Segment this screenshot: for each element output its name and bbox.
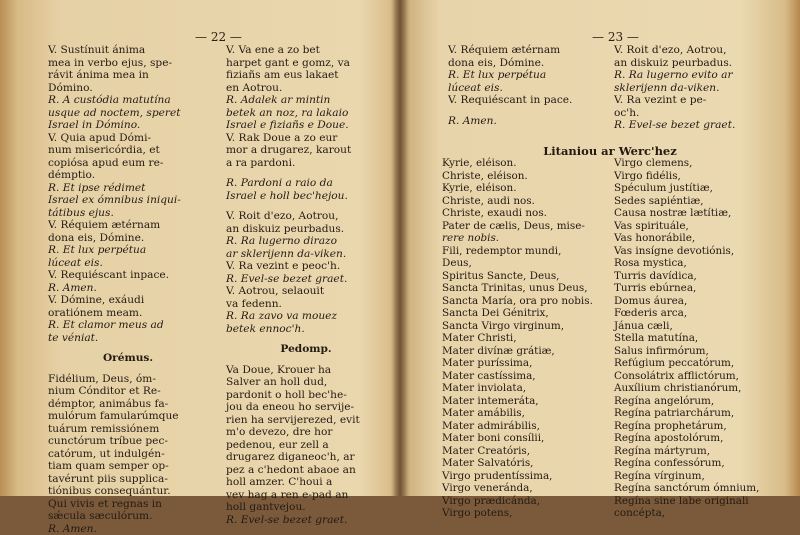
text-line: fiziañs am eus lakaet	[226, 69, 386, 82]
right-page	[402, 0, 800, 496]
text-line	[226, 356, 386, 364]
text-line: en Aotrou.	[226, 82, 386, 95]
text-line: Mater admirábilis,	[442, 420, 610, 433]
text-line: nium Cónditor et Re-	[48, 385, 208, 398]
text-line: Auxílium christianórum,	[614, 382, 790, 395]
text-line: lúceat eis.	[448, 82, 608, 95]
text-line: R. A custódia matutína	[48, 94, 208, 107]
text-line: R. Amen.	[448, 115, 608, 128]
text-line: Jánua cæli,	[614, 320, 790, 333]
text-line: rávit ánima mea in	[48, 69, 208, 82]
text-line: vev hag a ren e-pad an	[226, 489, 386, 502]
text-line: Regína patriarchárum,	[614, 407, 790, 420]
text-line: Mater Salvatóris,	[442, 457, 610, 470]
text-line: Israel in Dómino.	[48, 119, 208, 132]
text-line: tavérunt piis supplica-	[48, 473, 208, 486]
text-line: num misericórdia, et	[48, 144, 208, 157]
text-line: démptor, animábus fa-	[48, 398, 208, 411]
text-line: V. Aotrou, selaouit	[226, 285, 386, 298]
text-line: usque ad noctem, speret	[48, 107, 208, 120]
latin-column	[448, 44, 608, 127]
text-line: tuárum remissiónem	[48, 423, 208, 436]
text-line: va fedenn.	[226, 298, 386, 311]
text-line: Refúgium peccatórum,	[614, 357, 790, 370]
text-line: pez a c'hedont abaoe an	[226, 464, 386, 477]
text-line: Consolátrix afflictórum,	[614, 370, 790, 383]
text-line: R. Et clamor meus ad	[48, 319, 208, 332]
text-line	[448, 107, 608, 115]
text-line: V. Va ene a zo bet	[226, 44, 386, 57]
text-line: Mater divínæ grátiæ,	[442, 345, 610, 358]
text-line: Israel e holl bec'hejou.	[226, 190, 386, 203]
page-number: — 23 —	[592, 30, 639, 44]
text-line: Mater inviolata,	[442, 382, 610, 395]
text-line: Regína apostolórum,	[614, 432, 790, 445]
text-line: rere nobis.	[442, 232, 610, 245]
text-line: V. Roit d'ezo, Aotrou,	[226, 210, 386, 223]
breton-column	[226, 44, 386, 526]
text-line: oc'h.	[614, 107, 784, 120]
text-line: tiónibus consequántur.	[48, 485, 208, 498]
text-line: an diskuiz peurbadus.	[226, 223, 386, 236]
text-line: Regína prophetárum,	[614, 420, 790, 433]
text-line: R. Pardoni a raio da	[226, 177, 386, 190]
text-line: Vas honorábile,	[614, 232, 790, 245]
text-line: Regína confessórum,	[614, 457, 790, 470]
text-line: V. Ra vezint e peoc'h.	[226, 260, 386, 273]
text-line: Salver an holl dud,	[226, 376, 386, 389]
text-line: R. Et lux perpétua	[48, 244, 208, 257]
text-line: drugarez diganeoc'h, ar	[226, 451, 386, 464]
text-line: R. Et ipse rédimet	[48, 182, 208, 195]
text-line: V. Réquiem ætérnam	[48, 219, 208, 232]
text-line: pedenou, eur zell a	[226, 439, 386, 452]
text-line: copiósa apud eum re-	[48, 157, 208, 170]
text-line: R. Et lux perpétua	[448, 69, 608, 82]
text-line	[226, 335, 386, 343]
text-line: Virgo potens,	[442, 507, 610, 520]
section-heading: Pedomp.	[226, 343, 386, 356]
text-line: R. Evel-se bezet graet.	[226, 514, 386, 527]
text-line: Christe, exaudi nos.	[442, 207, 610, 220]
text-line: V. Roit d'ezo, Aotrou,	[614, 44, 784, 57]
text-line: Regína angelórum,	[614, 395, 790, 408]
text-line: Mater boni consílii,	[442, 432, 610, 445]
text-line: Mater intemeráta,	[442, 395, 610, 408]
text-line: Sancta Virgo virginum,	[442, 320, 610, 333]
text-line: Regína sine labe originali	[614, 495, 790, 508]
text-line: R. Amen.	[48, 282, 208, 295]
text-line: Va Doue, Krouer ha	[226, 364, 386, 377]
text-line: catórum, ut indulgén-	[48, 448, 208, 461]
text-line: Dómino.	[48, 82, 208, 95]
text-line: concépta,	[614, 507, 790, 520]
litany-column-left	[442, 157, 610, 520]
text-line: R. Adalek ar mintin	[226, 94, 386, 107]
text-line: lúceat eis.	[48, 257, 208, 270]
text-line: V. Ra vezint e pe-	[614, 94, 784, 107]
section-heading: Orémus.	[48, 352, 208, 365]
text-line: Regína vírginum,	[614, 470, 790, 483]
text-line: betek ennoc'h.	[226, 323, 386, 336]
text-line: mor a drugarez, karout	[226, 144, 386, 157]
text-line: mulórum famularúmque	[48, 410, 208, 423]
text-line: a ra pardoni.	[226, 157, 386, 170]
text-line: pardonit o holl bec'he-	[226, 389, 386, 402]
text-line: sǽcula sæculórum.	[48, 510, 208, 523]
text-line: Sancta María, ora pro nobis.	[442, 295, 610, 308]
text-line: Regína sanctórum ómnium,	[614, 482, 790, 495]
text-line: sklerijenn da-viken.	[614, 82, 784, 95]
text-line: dona eis, Dómine.	[448, 57, 608, 70]
text-line: V. Rak Doue a zo eur	[226, 132, 386, 145]
text-line: mea in verbo ejus, spe-	[48, 57, 208, 70]
text-line: Turris ebúrnea,	[614, 282, 790, 295]
text-line: harpet gant e gomz, va	[226, 57, 386, 70]
text-line: Fidélium, Deus, óm-	[48, 373, 208, 386]
litany-column-right	[614, 157, 790, 520]
text-line	[48, 344, 208, 352]
text-line: V. Dómine, exáudi	[48, 294, 208, 307]
text-line: Pater de cælis, Deus, mise-	[442, 220, 610, 233]
text-line: Mater Christi,	[442, 332, 610, 345]
text-line: Israel e fiziañs e Doue.	[226, 119, 386, 132]
text-line: betek an noz, ra lakaio	[226, 107, 386, 120]
text-line: R. Ra lugerno evito ar	[614, 69, 784, 82]
text-line: Virgo veneránda,	[442, 482, 610, 495]
text-line	[48, 365, 208, 373]
text-line: V. Quia apud Dómi-	[48, 132, 208, 145]
text-line: R. Amen.	[48, 523, 208, 535]
text-line: tiam quam semper op-	[48, 460, 208, 473]
text-line: Fœderis arca,	[614, 307, 790, 320]
text-line: rien ha servijerezed, evit	[226, 414, 386, 427]
text-line: Qui vivis et regnas in	[48, 498, 208, 511]
text-line: Mater Creatóris,	[442, 445, 610, 458]
text-line: Spéculum justítiæ,	[614, 182, 790, 195]
text-line: Virgo prædicánda,	[442, 495, 610, 508]
text-line: oratiónem meam.	[48, 307, 208, 320]
text-line: R. Evel-se bezet graet.	[614, 119, 784, 132]
text-line: R. Ra lugerno dirazo	[226, 235, 386, 248]
text-line: R. Evel-se bezet graet.	[226, 273, 386, 286]
text-line: démptio.	[48, 169, 208, 182]
text-line: Salus infirmórum,	[614, 345, 790, 358]
text-line: holl amzer. C'houi a	[226, 476, 386, 489]
text-line: Causa nostræ lætítiæ,	[614, 207, 790, 220]
page-number: — 22 —	[195, 30, 242, 44]
text-line: Vas insígne devotiónis,	[614, 245, 790, 258]
text-line: Israel ex ómnibus iniqui-	[48, 194, 208, 207]
text-line: Rosa mystica,	[614, 257, 790, 270]
text-line: jou da eneou ho servije-	[226, 401, 386, 414]
text-line: an diskuiz peurbadus.	[614, 57, 784, 70]
latin-column	[48, 44, 208, 535]
text-line: Fili, redemptor mundi,	[442, 245, 610, 258]
text-line: V. Requiéscant inpace.	[48, 269, 208, 282]
text-line: dona eis, Dómine.	[48, 232, 208, 245]
text-line: Deus,	[442, 257, 610, 270]
text-line: Spiritus Sancte, Deus,	[442, 270, 610, 283]
text-line	[226, 169, 386, 177]
text-line	[226, 202, 386, 210]
text-line: R. Ra zavo va mouez	[226, 310, 386, 323]
text-line: V. Sustínuit ánima	[48, 44, 208, 57]
text-line: Domus áurea,	[614, 295, 790, 308]
left-page	[0, 0, 398, 496]
text-line: Kyrie, eléison.	[442, 182, 610, 195]
text-line: Regína mártyrum,	[614, 445, 790, 458]
text-line: V. Réquiem ætérnam	[448, 44, 608, 57]
text-line: Turris davídica,	[614, 270, 790, 283]
breton-column	[614, 44, 784, 132]
text-line: Mater amábilis,	[442, 407, 610, 420]
text-line: Sancta Trinitas, unus Deus,	[442, 282, 610, 295]
text-line: holl gantvejou.	[226, 501, 386, 514]
text-line: Virgo fidélis,	[614, 170, 790, 183]
text-line: Kyrie, eléison.	[442, 157, 610, 170]
text-line: Virgo prudentíssima,	[442, 470, 610, 483]
text-line: cunctórum tríbue pec-	[48, 435, 208, 448]
text-line: Mater castíssima,	[442, 370, 610, 383]
text-line: Mater puríssima,	[442, 357, 610, 370]
text-line: Christe, eléison.	[442, 170, 610, 183]
text-line: Stella matutína,	[614, 332, 790, 345]
text-line: Vas spirituále,	[614, 220, 790, 233]
text-line: V. Requiéscant in pace.	[448, 94, 608, 107]
text-line: Christe, audi nos.	[442, 195, 610, 208]
text-line: m'o devezo, dre hor	[226, 426, 386, 439]
litany-heading: Litaniou ar Werc'hez	[450, 144, 770, 158]
text-line: te véniat.	[48, 332, 208, 345]
text-line: Sancta Dei Génitrix,	[442, 307, 610, 320]
text-line: Sedes sapiéntiæ,	[614, 195, 790, 208]
text-line: tátibus ejus.	[48, 207, 208, 220]
text-line: Virgo clemens,	[614, 157, 790, 170]
text-line: ar sklerijenn da-viken.	[226, 248, 386, 261]
